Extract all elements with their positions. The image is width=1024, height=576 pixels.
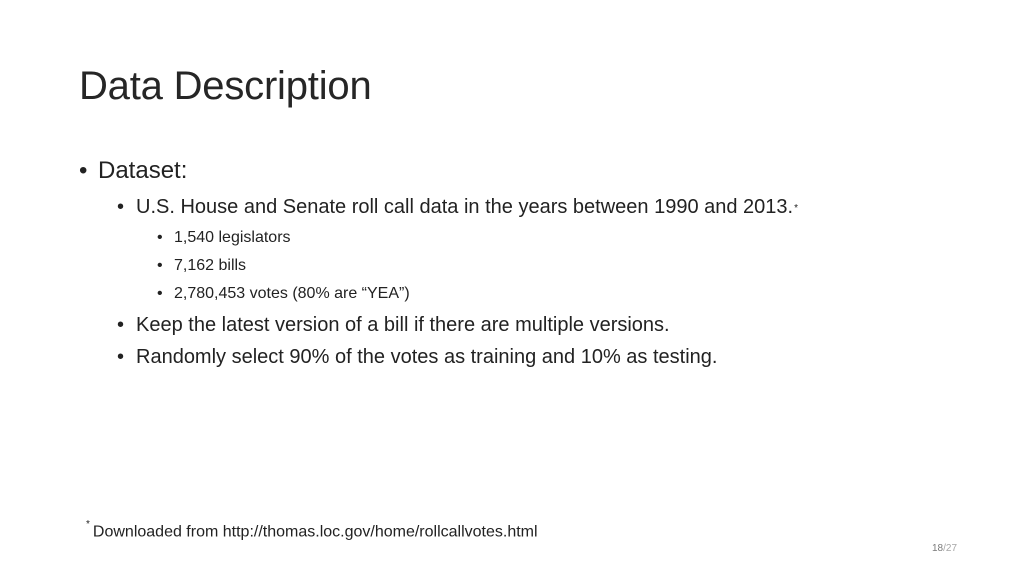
footnote-text: Downloaded from http://thomas.loc.gov/home/rollcallvotes.html xyxy=(92,523,538,541)
bullet-text: U.S. House and Senate roll call data in the years between 1990 and 2013. xyxy=(136,196,794,218)
bullet-random-select xyxy=(117,346,717,369)
bullet-dot: • xyxy=(117,196,125,218)
bullet-votes xyxy=(157,285,410,303)
bullet-bills xyxy=(157,257,246,275)
bullet-text: Randomly select 90% of the votes as training and 10% as testing. xyxy=(136,346,718,368)
bullet-dot: • xyxy=(157,229,163,246)
bullet-roll-call xyxy=(117,196,798,219)
bullet-latest-version xyxy=(117,314,670,337)
bullet-dot: • xyxy=(157,257,163,274)
bullet-text: Keep the latest version of a bill if there are multiple versions. xyxy=(136,314,670,336)
bullet-text: 2,780,453 votes (80% are “YEA”) xyxy=(174,285,410,302)
bullet-text: Dataset: xyxy=(98,157,188,184)
bullet-dot: • xyxy=(117,346,125,368)
footnote-mark: * xyxy=(86,519,90,530)
page-total: /27 xyxy=(943,543,958,554)
bullet-legislators xyxy=(157,229,291,247)
bullet-text: 7,162 bills xyxy=(174,257,247,274)
footnote xyxy=(86,519,538,541)
bullet-dot: • xyxy=(79,157,88,184)
bullet-text: 1,540 legislators xyxy=(174,229,291,246)
page-current: 18 xyxy=(932,543,944,554)
bullet-dot: • xyxy=(157,285,163,302)
footnote-reference-mark: * xyxy=(794,203,799,214)
page-number xyxy=(932,543,957,554)
bullet-dataset xyxy=(79,157,187,185)
bullet-dot: • xyxy=(117,314,125,336)
slide-title: Data Description xyxy=(79,64,372,108)
